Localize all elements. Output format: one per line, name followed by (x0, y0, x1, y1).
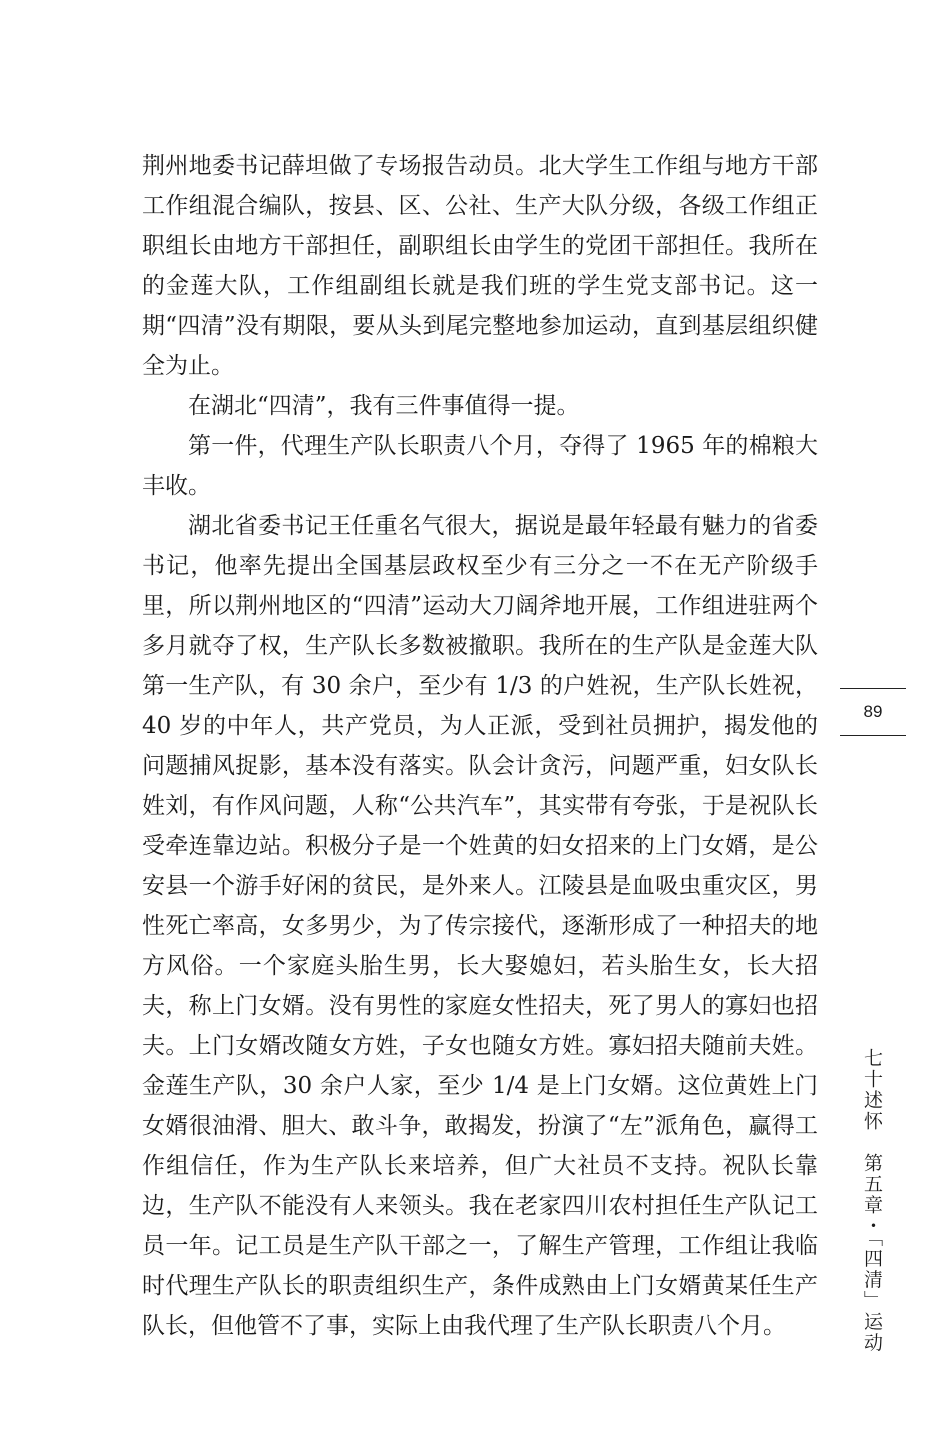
running-title: 七十述怀 第五章・「四清」运动 (861, 1048, 883, 1354)
page-body (142, 146, 818, 1346)
paragraph-continuation: 荆州地委书记薛坦做了专场报告动员。北大学生工作组与地方干部工作组混合编队，按县、区、公社、生产大队分级，各级工作组正职组长由地方干部担任，副职组长由学生的党团干部担任。我所在的金莲大队，工作组副组长就是我们班的学生党支部书记。这一期“四清”没有期限，要从头到尾完整地参加运动，直到基层组织健全为止。 (142, 153, 818, 379)
paragraph-first-item: 第一件，代理生产队长职责八个月，夺得了 1965 年的棉粮大丰收。 (142, 433, 818, 499)
paragraph-first-item-detail: 湖北省委书记王任重名气很大，据说是最年轻最有魅力的省委书记，他率先提出全国基层政权至少有三分之一不在无产阶级手里，所以荆州地区的“四清”运动大刀阔斧地开展，工作组进驻两个多月就夺了权，生产队长多数被撤职。我所在的生产队是金莲大队第一生产队，有 30 余户，至少有 1/3 的户姓祝，生产队长姓祝，40 岁的中年人，共产党员，为人正派，受到社员拥护，揭发他的问题捕风捉影，基本没有落实。队会计贪污，问题严重，妇女队长姓刘，有作风问题，人称“公共汽车”，其实带有夸张，于是祝队长受牵连靠边站。积极分子是一个姓黄的妇女招来的上门女婿，是公安县一个游手好闲的贫民，是外来人。江陵县是血吸虫重灾区，男性死亡率高，女多男少，为了传宗接代，逐渐形成了一种招夫的地方风俗。一个家庭头胎生男，长大娶媳妇，若头胎生女，长大招夫，称上门女婿。没有男性的家庭女性招夫，死了男人的寡妇也招夫。上门女婿改随女方姓，子女也随女方姓。寡妇招夫随前夫姓。金莲生产队，30 余户人家，至少 1/4 是上门女婿。这位黄姓上门女婿很油滑、胆大、敢斗争，敢揭发，扮演了“左”派角色，赢得工作组信任，作为生产队长来培养，但广大社员不支持。祝队长靠边，生产队不能没有人来领头。我在老家四川农村担任生产队记工员一年。记工员是生产队干部之一，了解生产管理，工作组让我临时代理生产队长的职责组织生产，条件成熟由上门女婿黄某任生产队长，但他管不了事，实际上由我代理了生产队长职责八个月。 (142, 513, 818, 1339)
paragraph-intro-three-things: 在湖北“四清”，我有三件事值得一提。 (188, 393, 580, 419)
page-number: 89 (840, 688, 906, 736)
